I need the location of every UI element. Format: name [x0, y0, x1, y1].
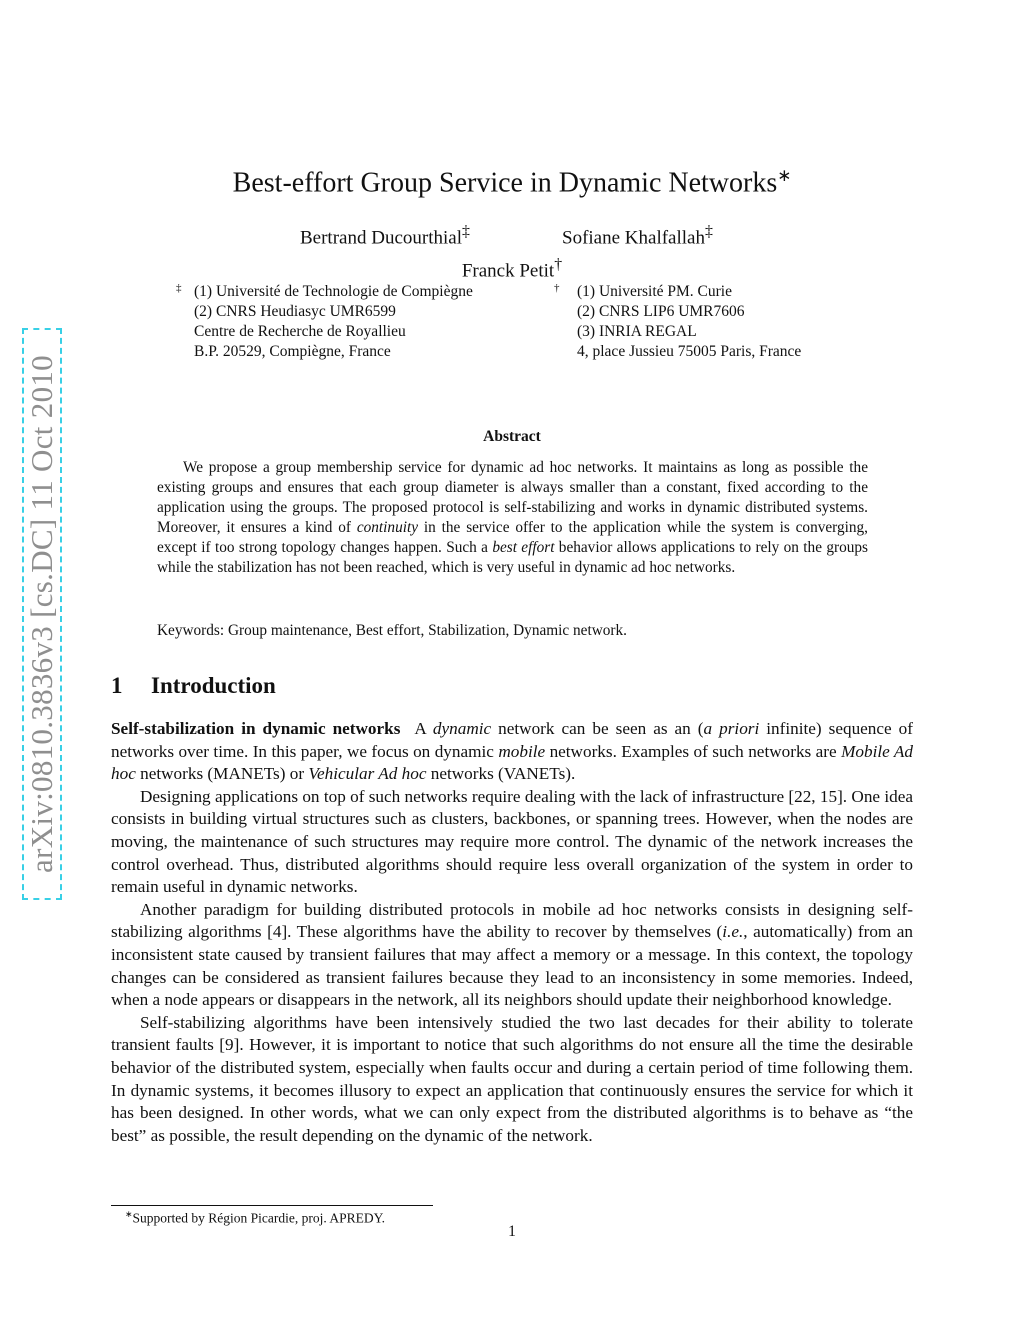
paragraph-emphasis: dynamic [432, 719, 492, 738]
author-petit [0, 256, 1024, 282]
author-affil-mark: ‡ [704, 223, 713, 240]
paragraph [111, 899, 913, 1012]
section-title: Introduction [151, 673, 276, 698]
section-body [111, 718, 913, 1147]
footnote-mark: ∗ [125, 1209, 133, 1219]
author-ducourthial [300, 223, 470, 249]
title-text: Best-effort Group Service in Dynamic Networks [232, 167, 778, 199]
paragraph-text: networks. Examples of such networks are [545, 741, 842, 761]
author-name: Franck Petit [461, 260, 555, 282]
affiliation-line: B.P. 20529, Compiègne, France [194, 343, 391, 360]
affiliation-mark: † [554, 282, 560, 294]
paragraph-text: networks (VANETs). [426, 764, 576, 784]
abstract-text: in the service offer to the application while the system is converging, except if too strong topology changes happen. Such a [157, 519, 869, 556]
paragraph-emphasis: Mobile Ad hoc [111, 741, 913, 784]
affiliation-line: 4, place Jussieu 75005 Paris, France [577, 343, 802, 360]
section-heading [111, 673, 276, 699]
paragraph-text: A [414, 719, 433, 738]
paragraph-emphasis: Vehicular Ad hoc [308, 764, 427, 784]
paragraph-text: infinite) sequence of networks over time. In this paper, we focus on dynamic [111, 719, 913, 761]
affiliation-line: (2) CNRS LIP6 UMR7606 [577, 303, 745, 320]
affiliation-mark: ‡ [176, 282, 182, 294]
arxiv-identifier: arXiv:0810.3836v3 [cs.DC] 11 Oct 2010 [24, 355, 59, 873]
paragraph-emphasis: a priori [703, 719, 760, 738]
paragraph: Self-stabilizing algorithms have been intensively studied the two last decades for their ability to tolerate transient faults [9]. However, it is important to notice that such algorithms do not ensure all the time the desirable behavior of the distributed system, especially when faults occur and during a certain period of time following them. In dynamic systems, it becomes illusory to expect an application that continuously ensures the service for which it has been designed. In other words, what we can only expect from the distributed algorithms is to behave as “the best” as possible, the result depending on the dynamic of the network. [111, 1012, 913, 1145]
paragraph [111, 718, 913, 786]
affiliation-line: Centre de Recherche de Royallieu [194, 323, 406, 340]
paper-title [0, 165, 1024, 199]
paragraph-emphasis: i.e. [722, 922, 744, 942]
author-affil-mark: ‡ [461, 223, 470, 240]
footnote-text: Supported by Région Picardie, proj. APREDY. [132, 1210, 386, 1226]
paragraph-text: networks (MANETs) or [135, 764, 309, 784]
affiliation-left [176, 282, 473, 362]
affiliation-line: (2) CNRS Heudiasyc UMR6599 [194, 303, 396, 320]
paragraph-runin-heading: Self-stabilization in dynamic networks [111, 719, 401, 738]
author-name: Bertrand Ducourthial [300, 227, 462, 249]
author-khalfallah [562, 223, 713, 249]
paragraph-text: , automatically) from an inconsistent state caused by transient failures that may affect a memory or a message. In this context, the topology changes can be considered as transient failures because they lead to an inconsistency in some memories. Indeed, when a node appears or disappears in the network, all its neighbors should update their neighborhood knowledge. [111, 922, 914, 1010]
affiliation-line: (1) Université de Technologie de Compiègne [194, 283, 473, 300]
abstract-emphasis: continuity [356, 519, 419, 536]
affiliation-line: (3) INRIA REGAL [577, 323, 697, 340]
page-number: 1 [508, 1223, 516, 1240]
affiliation-line: (1) Université PM. Curie [577, 283, 732, 300]
title-footnote-mark: ∗ [777, 166, 792, 185]
abstract-heading: Abstract [483, 428, 541, 445]
paragraph-text: Another paradigm for building distributed protocols in mobile ad hoc networks consists in designing self-stabilizing algorithms [4]. These algorithms have the ability to recover by themselves ( [111, 899, 913, 942]
affiliation-right [554, 282, 801, 362]
author-name: Sofiane Khalfallah [562, 227, 705, 249]
abstract-text: behavior allows applications to rely on the groups while the stabilization has not been reached, which is very useful in dynamic ad hoc networks. [157, 539, 868, 576]
arxiv-side-stamp [22, 328, 62, 900]
paragraph-emphasis: mobile [498, 741, 546, 761]
footnote-divider [111, 1205, 433, 1206]
abstract-emphasis: best effort [492, 539, 555, 556]
keywords: Keywords: Group maintenance, Best effort, Stabilization, Dynamic network. [157, 622, 627, 639]
paragraph: Designing applications on top of such networks require dealing with the lack of infrastructure [22, 15]. One idea consists in building virtual structures such as clusters, backbones, or spanning trees. However, when the nodes are moving, the maintenance of such structures may require more control. The dynamic of the network increases the control overhead. Thus, distributed algorithms should require less overall organization of the system in order to remain useful in dynamic networks. [111, 786, 913, 897]
section-number: 1 [111, 673, 123, 698]
abstract-text: We propose a group membership service for dynamic ad hoc networks. It maintains as long as possible the existing groups and ensures that each group diameter is always smaller than a constant, fixed according to the application using the groups. The proposed protocol is self-stabilizing and works in dynamic distributed systems. Moreover, it ensures a kind of [157, 459, 868, 536]
paragraph-text: network can be seen as an ( [491, 719, 704, 738]
author-affil-mark: † [554, 256, 563, 273]
abstract-body [157, 458, 868, 578]
